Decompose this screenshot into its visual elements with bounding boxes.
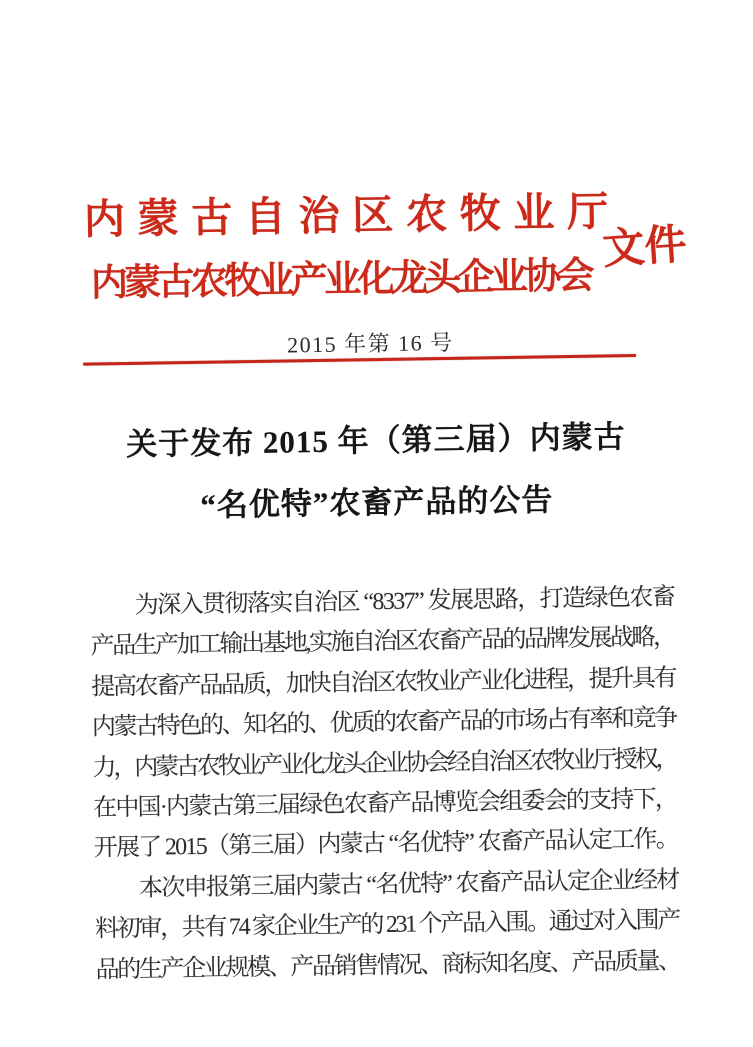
body-text-line: 品的生产企业规模、产品销售情况、商标知名度、产品质量、 [95, 947, 680, 984]
body-text-line: 本次申报第三届内蒙古 “名优特” 农畜产品认定企业经材 [94, 867, 679, 903]
body-text-block [90, 577, 680, 990]
body-text-line: 在中国·内蒙古第三届绿色农畜产品博览会组委会的支持下， [92, 786, 678, 822]
header-agency-line-1: 内蒙古自治区农牧业厅 [83, 188, 622, 243]
body-text-line: 开展了 2015（第三届）内蒙古 “名优特” 农畜产品认定工作。 [93, 826, 679, 862]
doc-title-line-2: “名优特”农畜产品的公告 [200, 482, 554, 523]
body-text-line: 为深入贯彻落实自治区 “8337” 发展思路，打造绿色农畜 [89, 584, 675, 620]
header-doc-type-label: 文件 [601, 222, 689, 274]
body-text-line: 料初审，共有 74 家企业生产的 231 个产品入围。通过对入围产 [94, 907, 680, 943]
doc-title-line-1: 关于发布 2015 年（第三届）内蒙古 [125, 419, 626, 462]
body-text-line: 力，内蒙古农牧业产业化龙头企业协会经自治区农牧业厅授权， [92, 745, 677, 782]
issue-number: 2015 年第 16 号 [286, 329, 454, 358]
body-text-line: 提高农畜产品品质，加快自治区农牧业产业化进程，提升具有 [91, 665, 676, 701]
body-text-line: 产品生产加工输出基地,实施自治区农畜产品的品牌发展战略， [90, 624, 675, 660]
header-agency-line-2: 内蒙古农牧业产业化龙头企业协会 [90, 255, 592, 305]
body-text-line: 内蒙古特色的、知名的、优质的农畜产品的市场占有率和竞争 [91, 705, 676, 741]
